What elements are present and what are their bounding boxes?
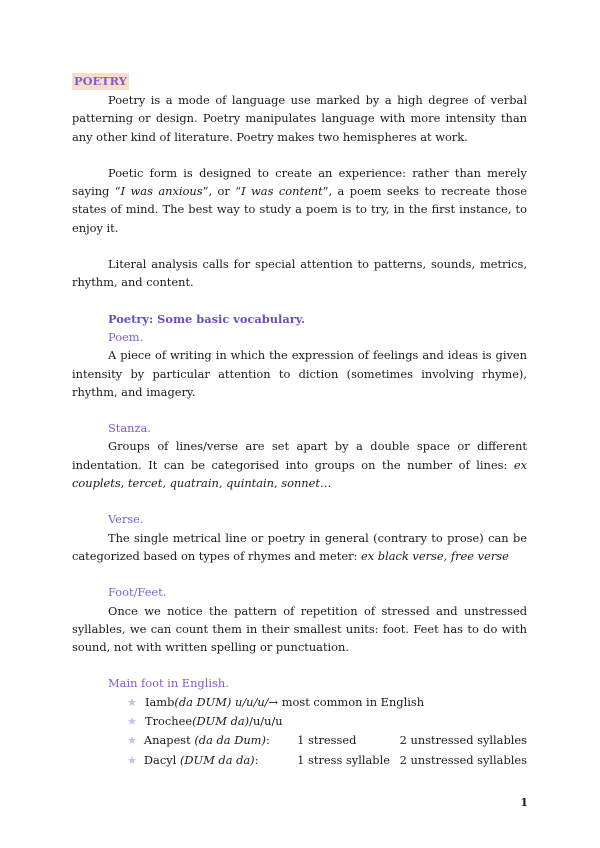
main-foot-list bbox=[72, 693, 527, 770]
foot-note: → most common in English bbox=[268, 694, 425, 709]
foot-name: Trochee bbox=[145, 714, 193, 729]
definition-poem: A piece of writing in which the expression of feelings and ideas is given intensity by particular attention to diction (sometimes involving rhyme), rhythm, and imagery. bbox=[72, 348, 527, 399]
term-verse: Verse. bbox=[108, 512, 144, 527]
definition-stanza bbox=[72, 437, 527, 492]
definition-verse bbox=[72, 529, 527, 566]
text-run: ”, or “ bbox=[202, 184, 242, 199]
foot-pattern: (da da Dum) bbox=[194, 733, 266, 748]
list-item-dactyl bbox=[127, 751, 527, 770]
foot-name: Dacyl bbox=[143, 752, 180, 767]
stressed-count: 1 stressed bbox=[297, 733, 357, 748]
spacer bbox=[72, 292, 527, 310]
intro-paragraph-1: Poetry is a mode of language use marked by a high degree of verbal patterning or design. Poetry manipulates language with more intensity than any other kind of literature. Poetry makes two hemispheres at work. bbox=[72, 93, 527, 144]
page-heading: POETRY bbox=[74, 74, 127, 88]
spacer bbox=[72, 492, 527, 510]
unstressed-count: 2 unstressed syllables bbox=[399, 752, 527, 767]
text-run: The single metrical line or poetry in general (contrary to prose) can be categorized based on types of rhymes and meter: bbox=[72, 530, 527, 563]
star-icon: ★ bbox=[127, 715, 137, 729]
foot-name: Anapest bbox=[143, 733, 195, 748]
foot-name: Iamb bbox=[145, 694, 175, 709]
spacer bbox=[72, 401, 527, 419]
stanza-examples: ex couplets, tercet, quatrain, quintain, sonnet… bbox=[72, 457, 527, 491]
foot-note: /u/u/u bbox=[249, 714, 283, 729]
page-content bbox=[72, 72, 527, 770]
spacer bbox=[72, 565, 527, 583]
foot-pattern: (DUM da) bbox=[192, 714, 250, 729]
star-icon: ★ bbox=[127, 695, 137, 709]
term-main-foot: Main foot in English. bbox=[108, 676, 229, 691]
vocabulary-title: Poetry: Some basic vocabulary. bbox=[108, 311, 305, 326]
intro-paragraph-3: Literal analysis calls for special attention to patterns, sounds, metrics, rhythm, and content. bbox=[72, 257, 527, 290]
page-number: 1 bbox=[520, 796, 528, 809]
foot-note: : bbox=[265, 733, 270, 748]
quote-content: I was content bbox=[241, 184, 323, 199]
intro-paragraph-2 bbox=[72, 164, 527, 237]
star-icon: ★ bbox=[127, 753, 137, 767]
foot-label-cell bbox=[144, 731, 297, 749]
spacer bbox=[72, 146, 527, 164]
term-foot: Foot/Feet. bbox=[108, 585, 167, 600]
foot-label-cell bbox=[144, 751, 297, 769]
foot-pattern: (DUM da da) bbox=[179, 752, 255, 767]
spacer bbox=[72, 237, 527, 255]
stressed-count: 1 stress syllable bbox=[297, 752, 390, 767]
list-item-anapest bbox=[127, 731, 527, 750]
spacer bbox=[72, 656, 527, 674]
unstressed-count: 2 unstressed syllables bbox=[399, 733, 527, 748]
verse-examples: ex black verse, free verse bbox=[361, 548, 509, 563]
list-item-trochee bbox=[127, 712, 527, 731]
text-run: Groups of lines/verse are set apart by a double space or different indentation. It can be categorised into groups on the number of lines: bbox=[72, 439, 527, 472]
definition-foot: Once we notice the pattern of repetition of stressed and unstressed syllables, we can count them in their smallest units: foot. Feet has to do with sound, not with written spelling or punctuation. bbox=[72, 603, 527, 655]
quote-anxious: I was anxious bbox=[120, 184, 203, 199]
text-run: Poetic form is designed to create an experience: rather than merely saying “ bbox=[72, 165, 527, 199]
term-stanza: Stanza. bbox=[108, 421, 151, 436]
foot-note: : bbox=[254, 752, 259, 767]
term-poem: Poem. bbox=[108, 329, 144, 344]
text-run: ”, a poem seeks to recreate those states of mind. The best way to study a poem is to try, in the first instance, to enjoy it. bbox=[72, 184, 527, 235]
foot-pattern: (da DUM) u/u/u/ bbox=[174, 694, 269, 709]
star-icon: ★ bbox=[127, 734, 137, 748]
list-item-iamb bbox=[127, 693, 527, 712]
